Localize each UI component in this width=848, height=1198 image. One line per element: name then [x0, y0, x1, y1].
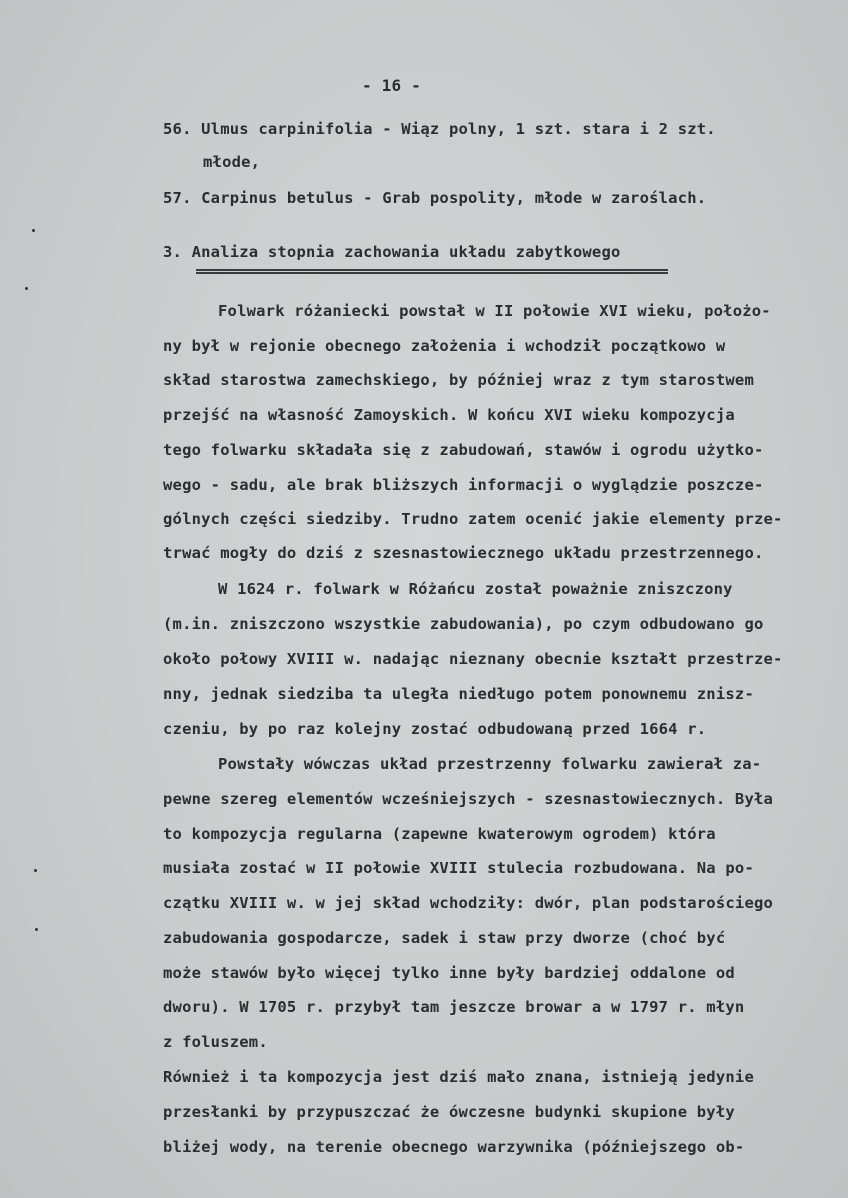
paragraph-line: przejść na własność Zamoyskich. W końcu XVI wieku kompozycja — [163, 406, 735, 424]
paragraph-line: nny, jednak siedziba ta uległa niedługo potem ponownemu znisz- — [163, 685, 754, 703]
paper-speck — [32, 229, 35, 232]
paragraph-line: zabudowania gospodarcze, sadek i staw przy dworze (choć być — [163, 929, 726, 947]
heading-underline — [196, 269, 668, 271]
paragraph-line: pewne szereg elementów wcześniejszych - szesnastowiecznych. Była — [163, 790, 774, 808]
paper-speck — [25, 287, 28, 290]
paragraph-line: ny był w rejonie obecnego założenia i wchodził początkowo w — [163, 337, 726, 355]
paragraph-line: tego folwarku składała się z zabudowań, stawów i ogrodu użytko- — [163, 441, 764, 459]
paragraph-line: czątku XVIII w. w jej skład wchodziły: dwór, plan podstarościego — [163, 894, 774, 912]
paragraph-line: Powstały wówczas układ przestrzenny folwarku zawierał za- — [218, 755, 762, 773]
paragraph-line: bliżej wody, na terenie obecnego warzywnika (późniejszego ob- — [163, 1138, 745, 1156]
paragraph-line: czeniu, by po raz kolejny zostać odbudowaną przed 1664 r. — [163, 720, 707, 738]
paragraph-line: trwać mogły do dziś z szesnastowiecznego układu przestrzennego. — [163, 544, 764, 562]
section-heading: 3. Analiza stopnia zachowania układu zabytkowego — [163, 243, 621, 261]
paragraph-line: to kompozycja regularna (zapewne kwaterowym ogrodem) która — [163, 825, 716, 843]
paragraph-line: wego - sadu, ale brak bliższych informacji o wyglądzie poszcze- — [163, 476, 764, 494]
species-entry-56: 56. Ulmus carpinifolia - Wiąz polny, 1 szt. stara i 2 szt. — [163, 120, 716, 138]
page-number: - 16 - — [362, 76, 421, 95]
paragraph-line: skład starostwa zamechskiego, by później wraz z tym starostwem — [163, 371, 754, 389]
paper-speck — [34, 869, 37, 872]
paragraph-line: (m.in. zniszczono wszystkie zabudowania), po czym odbudowano go — [163, 615, 764, 633]
paragraph-line: z foluszem. — [163, 1033, 268, 1051]
paper-speck — [35, 928, 38, 931]
paragraph-line: Folwark różaniecki powstał w II połowie XVI wieku, położo- — [218, 302, 771, 320]
paragraph-line: W 1624 r. folwark w Różańcu został poważnie zniszczony — [218, 580, 733, 598]
paragraph-line: przesłanki by przypuszczać że ówczesne budynki skupione były — [163, 1103, 735, 1121]
paragraph-line: dworu). W 1705 r. przybył tam jeszcze browar a w 1797 r. młyn — [163, 998, 745, 1016]
paragraph-line: około połowy XVIII w. nadając nieznany obecnie kształt przestrze- — [163, 650, 783, 668]
species-entry-56-continuation: młode, — [203, 153, 261, 171]
paragraph-line: musiała zostać w II połowie XVIII stulecia rozbudowana. Na po- — [163, 859, 754, 877]
species-entry-57: 57. Carpinus betulus - Grab pospolity, młode w zaroślach. — [163, 189, 707, 207]
paragraph-line: może stawów było więcej tylko inne były bardziej oddalone od — [163, 964, 735, 982]
paragraph-line: gólnych części siedziby. Trudno zatem ocenić jakie elementy prze- — [163, 510, 783, 528]
paragraph-line: Również i ta kompozycja jest dziś mało znana, istnieją jedynie — [163, 1068, 754, 1086]
